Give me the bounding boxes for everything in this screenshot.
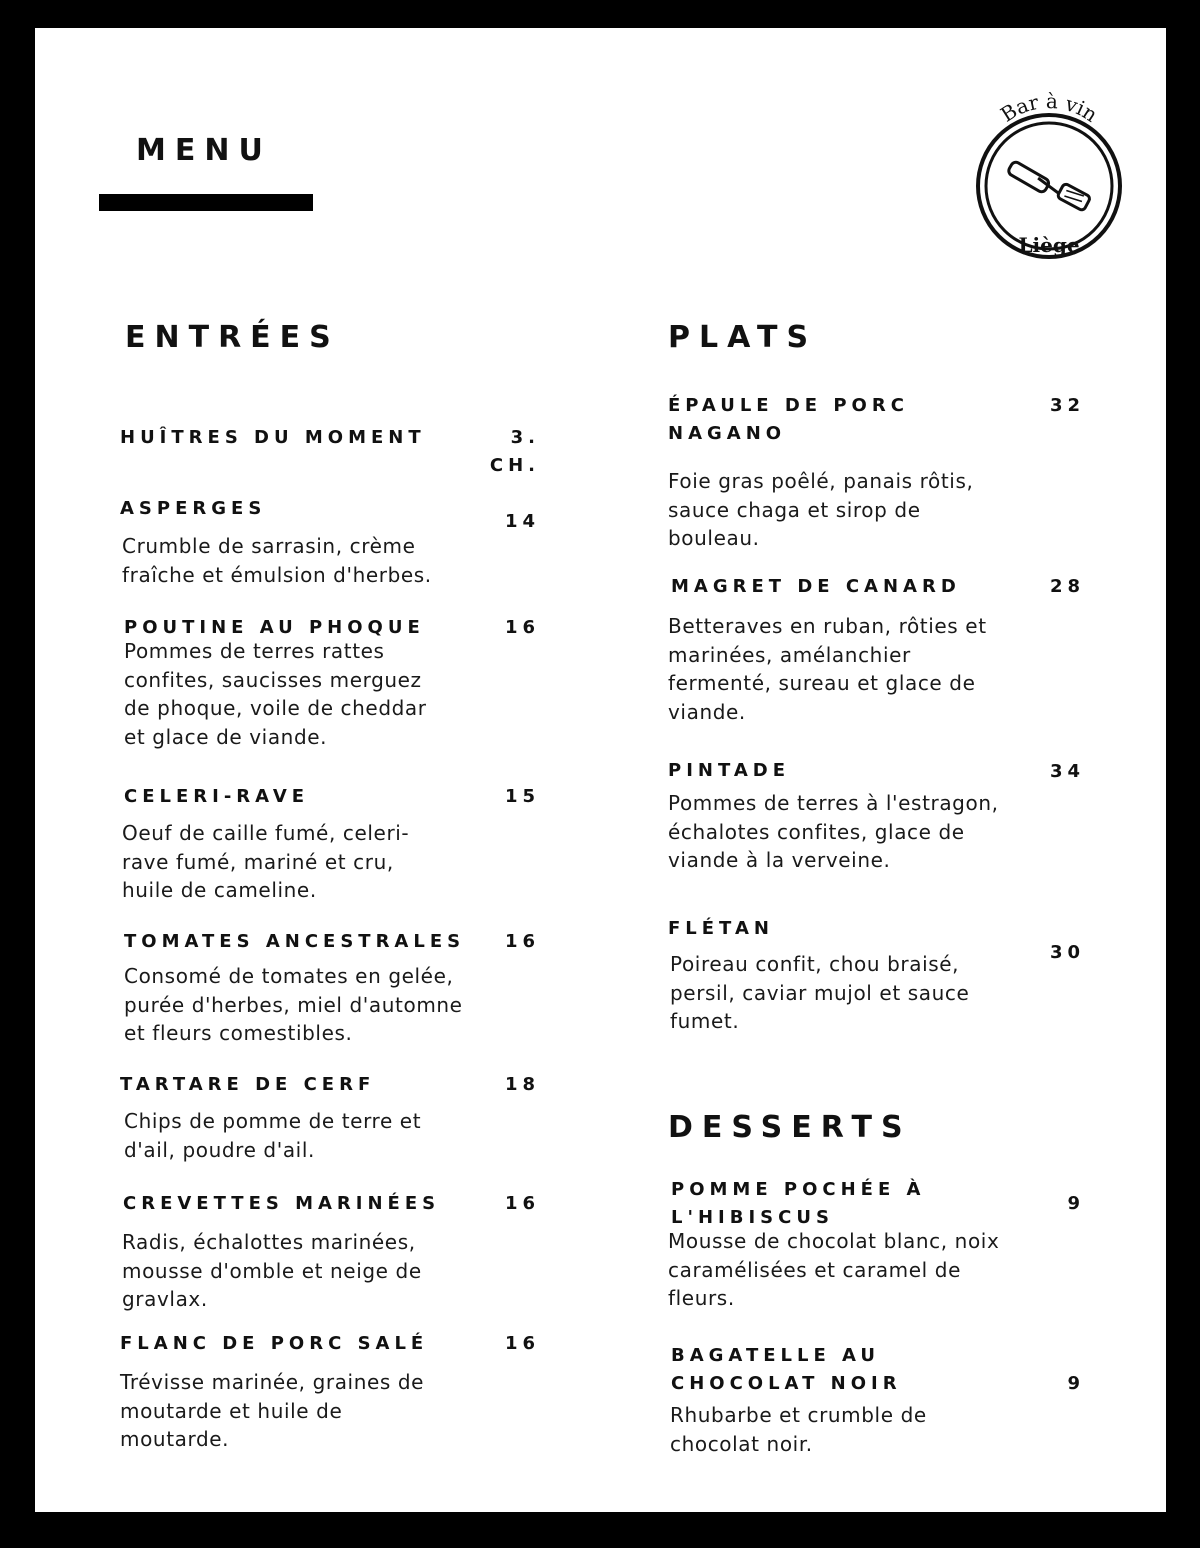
item-name-tartare: TARTARE DE CERF: [120, 1074, 376, 1095]
item-price-flanc: 16: [504, 1333, 540, 1354]
item-desc-poutine: Pommes de terres rattes confites, saucisses merguez de phoque, voile de cheddar et glace de viande.: [124, 639, 427, 749]
item-price-magret: 28: [1049, 576, 1085, 597]
item-price-asperges: 14: [504, 511, 540, 532]
item-desc-bagatelle: Rhubarbe et crumble de chocolat noir.: [670, 1403, 927, 1456]
menu-page: [35, 28, 1166, 1512]
section-title-desserts: DESSERTS: [668, 1110, 912, 1145]
item-price-bagatelle: 9: [1067, 1373, 1085, 1394]
item-price-fletan: 30: [1049, 942, 1085, 963]
item-name-fletan: FLÉTAN: [668, 918, 774, 939]
svg-text:Bar à vin: [996, 89, 1102, 127]
item-desc-magret: Betteraves en ruban, rôties et marinées, amélanchier fermenté, sureau et glace de viande.: [668, 614, 987, 724]
section-title-entrees: ENTRÉES: [125, 320, 340, 355]
item-desc-crevettes: Radis, échalottes marinées, mousse d'omble et neige de gravlax.: [122, 1230, 422, 1311]
item-price-pintade: 34: [1049, 761, 1085, 782]
item-name-poutine: POUTINE AU PHOQUE: [124, 617, 425, 638]
menu-title: MENU: [136, 133, 272, 168]
item-name-crevettes: CREVETTES MARINÉES: [123, 1193, 441, 1214]
item-price-crevettes: 16: [504, 1193, 540, 1214]
item-price-epaule: 32: [1049, 395, 1085, 416]
item-desc-tomates: Consomé de tomates en gelée, purée d'herbes, miel d'automne et fleurs comestibles.: [124, 964, 463, 1045]
item-price-celeri-rave: 15: [504, 786, 540, 807]
bar-a-vin-logo: [970, 74, 1130, 264]
item-name-asperges: ASPERGES: [120, 498, 267, 519]
item-desc-pintade: Pommes de terres à l'estragon, échalotes confites, glace de viande à la verveine.: [668, 791, 999, 872]
logo-top-text: Bar à vin: [996, 88, 1102, 127]
item-price-tartare: 18: [504, 1074, 540, 1095]
item-name-tomates: TOMATES ANCESTRALES: [124, 931, 466, 952]
item-desc-asperges: Crumble de sarrasin, crème fraîche et émulsion d'herbes.: [122, 534, 432, 587]
item-price-pomme-pochee: 9: [1067, 1193, 1085, 1214]
item-desc-celeri-rave: Oeuf de caille fumé, celeri-rave fumé, mariné et cru, huile de cameline.: [122, 821, 410, 902]
title-underline-bar: [99, 194, 313, 211]
item-name-pintade: PINTADE: [668, 760, 791, 781]
item-name-bagatelle: BAGATELLE AU CHOCOLAT NOIR: [671, 1345, 902, 1394]
item-desc-pomme-pochee: Mousse de chocolat blanc, noix caramélisées et caramel de fleurs.: [668, 1229, 1000, 1310]
item-desc-flanc: Trévisse marinée, graines de moutarde et huile de moutarde.: [120, 1370, 425, 1451]
logo-bottom-text: Liège: [1018, 233, 1080, 257]
item-name-epaule: ÉPAULE DE PORC NAGANO: [668, 395, 909, 444]
item-name-celeri-rave: CELERI-RAVE: [124, 786, 310, 807]
item-desc-epaule: Foie gras poêlé, panais rôtis, sauce chaga et sirop de bouleau.: [668, 469, 974, 550]
item-price-huitres: 3. CH.: [489, 427, 540, 476]
item-name-pomme-pochee: POMME POCHÉE À L'HIBISCUS: [671, 1179, 926, 1228]
section-title-plats: PLATS: [668, 320, 818, 355]
item-name-magret: MAGRET DE CANARD: [671, 576, 961, 597]
item-price-tomates: 16: [504, 931, 540, 952]
item-desc-tartare: Chips de pomme de terre et d'ail, poudre d'ail.: [124, 1109, 422, 1162]
item-name-flanc: FLANC DE PORC SALÉ: [120, 1333, 429, 1354]
corkscrew-logo-icon: [970, 74, 1130, 264]
item-price-poutine: 16: [504, 617, 540, 638]
item-name-huitres: HUÎTRES DU MOMENT: [120, 427, 426, 448]
item-desc-fletan: Poireau confit, chou braisé, persil, caviar mujol et sauce fumet.: [670, 952, 970, 1033]
